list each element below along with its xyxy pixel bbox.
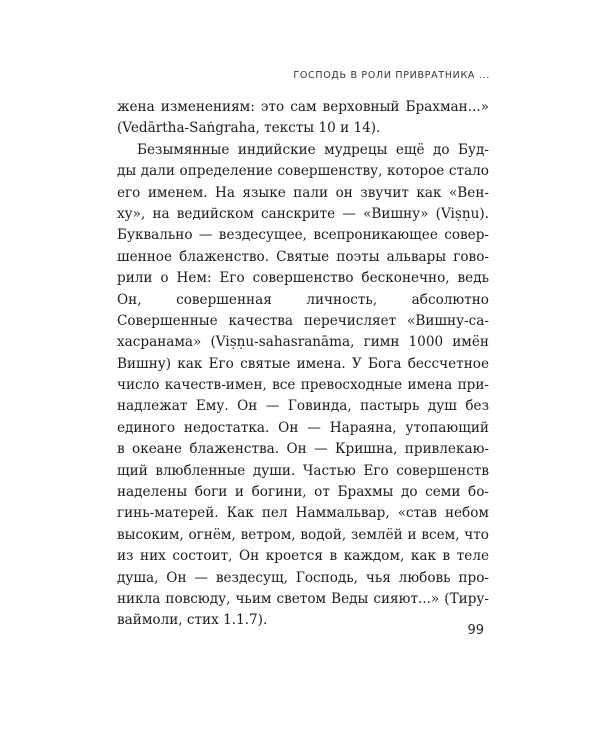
text-line: единого недостатка. Он — Нараяна, утопающий [117, 419, 489, 436]
text-line: из них состоит, Он кроется в каждом, как в теле [117, 548, 489, 565]
text-line: его именем. На языке пали он звучит как «Вен- [117, 184, 489, 201]
page-number: 99 [467, 623, 484, 638]
text-line: хасранама» (Viṣṇu-sahasranāma, гимн 1000 имён [117, 334, 489, 351]
text-line: надлежат Ему. Он — Говинда, пастырь душ без [117, 398, 489, 415]
text-line: ваймоли, стих 1.1.7). [117, 612, 268, 629]
running-header: ГОСПОДЬ В РОЛИ ПРИВРАТНИКА ... [293, 70, 490, 81]
text-line: рили о Нем: Его совершенство бесконечно, ведь [117, 270, 489, 287]
text-line: Вишну) как Его святые имена. У Бога бессчетное [117, 355, 489, 372]
text-line: Он, совершенная личность, абсолютно [117, 291, 489, 308]
text-line: Совершенные качества перечисляет «Вишну-са- [117, 312, 489, 329]
text-line: душа, Он — вездесущ, Господь, чья любовь про- [117, 569, 489, 586]
text-line: шенное блаженство. Святые поэты альвары гово- [117, 248, 489, 265]
paragraph-first-line: Безымянные индийские мудрецы ещё до Буд- [137, 141, 489, 158]
text-line: высоким, огнём, ветром, водой, землёй и всем, что [117, 526, 489, 543]
text-line: в океане блаженства. Он — Кришна, привлекаю- [117, 441, 489, 458]
text-line: число качеств-имен, все превосходные имена при- [117, 377, 489, 394]
text-line: жена изменениям: это сам верховный Брахман...» [117, 99, 489, 115]
text-line: наделены боги и богини, от Брахмы до семи бо- [117, 484, 489, 501]
text-line: гинь-матерей. Как пел Наммальвар, «став небом [117, 505, 489, 522]
text-line: Буквально — вездесущее, всепроникающее совер- [117, 227, 489, 244]
text-line: ды дали определение совершенству, которое стало [117, 163, 489, 180]
text-line: ху», на ведийском санскрите — «Вишну» (Viṣṇu). [117, 205, 489, 222]
text-line: щий влюбленные души. Частью Его совершенств [117, 462, 489, 479]
text-line: (Vedārtha-Saṅgraha, тексты 10 и 14). [117, 120, 381, 137]
body-text [117, 97, 489, 632]
text-line: никла повсюду, чьим светом Веды сияют...» (Тиру- [117, 590, 489, 607]
